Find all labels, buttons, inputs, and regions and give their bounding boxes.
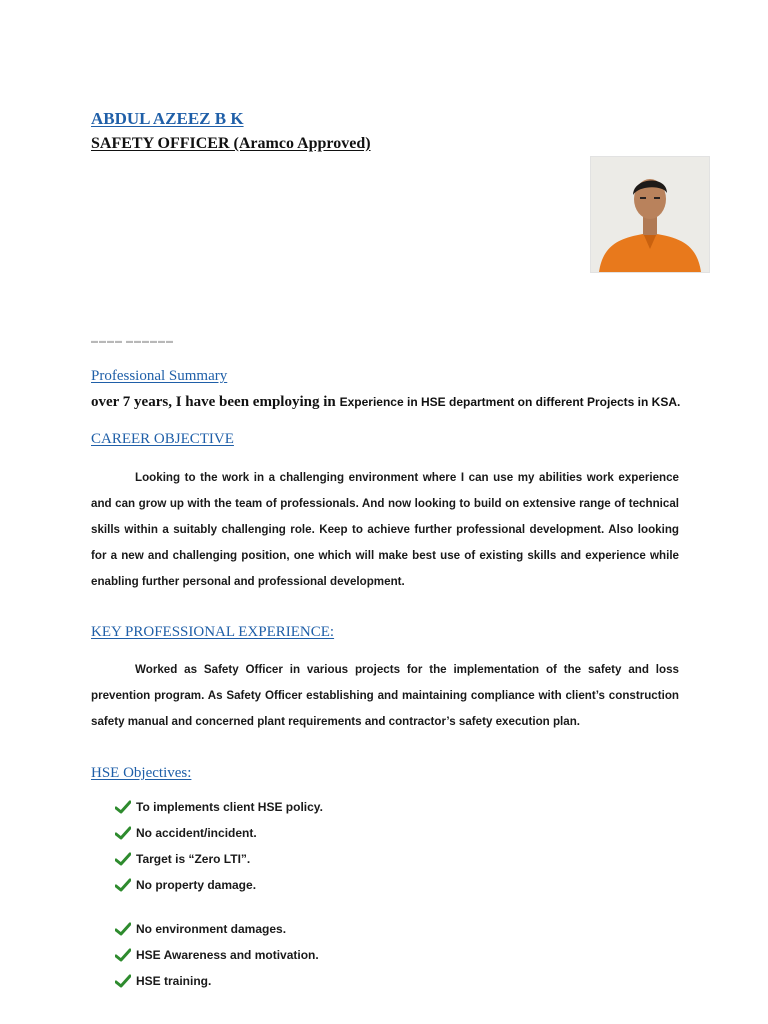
hse-objectives-heading: HSE Objectives: (91, 765, 192, 781)
career-objective-heading: CAREER OBJECTIVE (91, 431, 234, 447)
summary-lead: over 7 years, I have been employing in (91, 394, 336, 410)
checkmark-icon (115, 878, 131, 892)
list-item (115, 878, 256, 892)
candidate-name: ABDUL AZEEZ B K (91, 109, 244, 128)
career-objective-text: Looking to the work in a challenging environment where I can use my abilities work experience and can grow up with the team of professionals. And now looking to build on extensive range of technical skills within a suitably challenging role. Keep to achieve further professional development. Also looking for a new and challenging position, one which will make best use of existing skills and experience while enabling further personal and professional development. (91, 471, 679, 588)
checkmark-icon (115, 974, 131, 988)
checkmark-icon (115, 922, 131, 936)
hse-item-text: HSE training. (136, 974, 212, 988)
hse-item-text: Target is “Zero LTI”. (136, 852, 251, 866)
list-item (115, 948, 319, 962)
list-item (115, 826, 257, 840)
job-title: SAFETY OFFICER (Aramco Approved) (91, 135, 371, 152)
career-objective-paragraph (91, 465, 679, 595)
summary-rest: Experience in HSE department on different Projects in KSA. (339, 395, 681, 409)
hse-item-text: No accident/incident. (136, 826, 257, 840)
key-experience-paragraph (91, 657, 679, 735)
hse-item-text: To implements client HSE policy. (136, 800, 323, 814)
hse-item-text: No environment damages. (136, 922, 287, 936)
professional-summary-heading: Professional Summary (91, 368, 228, 384)
checkmark-icon (115, 826, 131, 840)
professional-summary-text (91, 393, 680, 411)
checkmark-icon (115, 852, 131, 866)
list-item (115, 800, 323, 814)
key-experience-heading: KEY PROFESSIONAL EXPERIENCE: (91, 624, 335, 640)
list-item (115, 922, 286, 936)
faded-contact-text: ▬▬▬▬ ▬▬▬▬▬▬ (91, 338, 174, 345)
profile-photo (590, 156, 710, 273)
checkmark-icon (115, 948, 131, 962)
list-item (115, 852, 250, 866)
key-experience-text: Worked as Safety Officer in various projects for the implementation of the safety and loss prevention program. As Safety Officer establishing and maintaining compliance with client’s construction safety manual and concerned plant requirements and contractor’s safety execution plan. (91, 663, 679, 728)
list-item (115, 974, 211, 988)
checkmark-icon (115, 800, 131, 814)
hse-item-text: No property damage. (136, 878, 257, 892)
hse-item-text: HSE Awareness and motivation. (136, 948, 319, 962)
person-portrait-icon (591, 157, 709, 272)
